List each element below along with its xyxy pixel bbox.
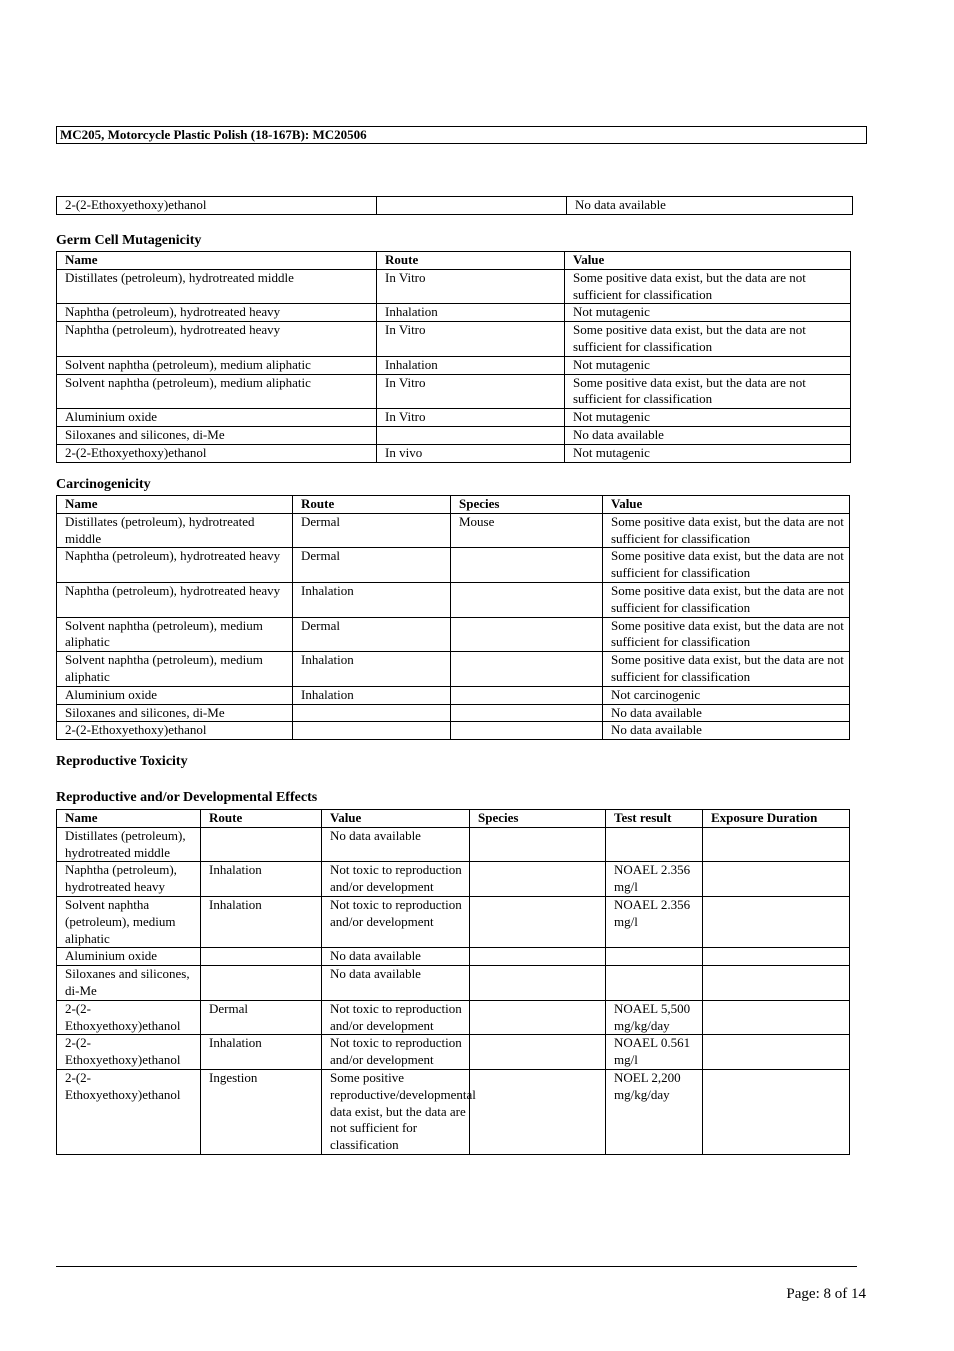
cell-test-result — [606, 827, 703, 862]
cell-name: Naphtha (petroleum), hydrotreated heavy — [57, 304, 377, 322]
header-value: Value — [565, 252, 851, 270]
cell-name: Naphtha (petroleum), hydrotreated heavy — [57, 322, 377, 357]
header-value: Value — [322, 810, 470, 828]
cell-route: Dermal — [293, 617, 451, 652]
table-row — [57, 827, 850, 862]
cell-value: Not toxic to reproduction and/or development — [322, 1035, 470, 1070]
cell-name: Solvent naphtha (petroleum), medium aliphatic — [57, 896, 201, 947]
cell-name: 2-(2-Ethoxyethoxy)ethanol — [57, 444, 377, 462]
cell-route: In vivo — [377, 444, 565, 462]
cell-value: No data available — [603, 722, 850, 740]
page-number: Page: 8 of 14 — [786, 1286, 866, 1302]
cell-exposure-duration — [703, 966, 850, 1001]
table-row — [57, 513, 850, 548]
cell-exposure-duration — [703, 948, 850, 966]
cell-species — [470, 1069, 606, 1154]
cell-value: Some positive reproductive/developmental data exist, but the data are not sufficient for classification — [322, 1069, 470, 1154]
header-species: Species — [470, 810, 606, 828]
table-row — [57, 617, 850, 652]
cell-value: Not carcinogenic — [603, 686, 850, 704]
cell-name: Aluminium oxide — [57, 948, 201, 966]
cell-value: Not mutagenic — [565, 356, 851, 374]
cell-route: In Vitro — [377, 409, 565, 427]
cell-name: 2-(2-Ethoxyethoxy)ethanol — [57, 1069, 201, 1154]
germ-cell-table — [56, 251, 851, 463]
cell-test-result: NOAEL 2.356 mg/l — [606, 862, 703, 897]
continued-table — [56, 196, 853, 215]
table-row — [57, 409, 851, 427]
cell-route — [377, 197, 567, 215]
header-name: Name — [57, 496, 293, 514]
cell-value: Some positive data exist, but the data are not sufficient for classification — [603, 652, 850, 687]
cell-route: Dermal — [293, 513, 451, 548]
cell-species — [470, 896, 606, 947]
cell-value: No data available — [603, 704, 850, 722]
cell-name: Solvent naphtha (petroleum), medium aliphatic — [57, 374, 377, 409]
cell-route — [201, 966, 322, 1001]
cell-species — [470, 966, 606, 1001]
cell-species — [451, 722, 603, 740]
cell-species — [470, 1035, 606, 1070]
cell-species — [470, 862, 606, 897]
cell-test-result: NOAEL 5,500 mg/kg/day — [606, 1000, 703, 1035]
cell-value: No data available — [322, 827, 470, 862]
cell-name: Solvent naphtha (petroleum), medium aliphatic — [57, 356, 377, 374]
cell-value: Not toxic to reproduction and/or development — [322, 1000, 470, 1035]
cell-route: Inhalation — [201, 1035, 322, 1070]
cell-exposure-duration — [703, 1035, 850, 1070]
cell-route: In Vitro — [377, 322, 565, 357]
cell-name: Siloxanes and silicones, di-Me — [57, 966, 201, 1001]
cell-value: Some positive data exist, but the data are not sufficient for classification — [565, 322, 851, 357]
cell-species — [451, 704, 603, 722]
cell-value: Some positive data exist, but the data are not sufficient for classification — [603, 548, 850, 583]
carcinogenicity-title: Carcinogenicity — [56, 477, 151, 492]
cell-route: Inhalation — [377, 304, 565, 322]
cell-route: Inhalation — [201, 862, 322, 897]
header-name: Name — [57, 252, 377, 270]
table-row — [57, 966, 850, 1001]
document-header: MC205, Motorcycle Plastic Polish (18-167B): MC20506 — [56, 126, 867, 144]
cell-value: Not toxic to reproduction and/or development — [322, 862, 470, 897]
cell-exposure-duration — [703, 862, 850, 897]
cell-name: Solvent naphtha (petroleum), medium aliphatic — [57, 617, 293, 652]
table-row — [57, 704, 850, 722]
cell-exposure-duration — [703, 827, 850, 862]
cell-species — [451, 652, 603, 687]
cell-route: Inhalation — [293, 652, 451, 687]
cell-value: Not mutagenic — [565, 409, 851, 427]
cell-name: Siloxanes and silicones, di-Me — [57, 426, 377, 444]
reproductive-title: Reproductive Toxicity — [56, 754, 188, 769]
table-row — [57, 582, 850, 617]
cell-route — [377, 426, 565, 444]
cell-route: Inhalation — [293, 582, 451, 617]
cell-value: No data available — [567, 197, 853, 215]
cell-name: Distillates (petroleum), hydrotreated middle — [57, 269, 377, 304]
table-row — [57, 426, 851, 444]
carcinogenicity-table — [56, 495, 850, 740]
cell-value: Some positive data exist, but the data are not sufficient for classification — [603, 513, 850, 548]
table-row — [57, 1035, 850, 1070]
cell-route: In Vitro — [377, 269, 565, 304]
cell-name: Naphtha (petroleum), hydrotreated heavy — [57, 862, 201, 897]
cell-value: Not mutagenic — [565, 304, 851, 322]
table-row — [57, 374, 851, 409]
cell-species: Mouse — [451, 513, 603, 548]
cell-value: No data available — [322, 948, 470, 966]
table-row — [57, 304, 851, 322]
cell-value: No data available — [565, 426, 851, 444]
footer-divider — [56, 1266, 857, 1267]
cell-route: In Vitro — [377, 374, 565, 409]
cell-test-result: NOEL 2,200 mg/kg/day — [606, 1069, 703, 1154]
cell-value: Some positive data exist, but the data are not sufficient for classification — [603, 617, 850, 652]
reproductive-subtitle: Reproductive and/or Developmental Effects — [56, 790, 318, 805]
table-row — [57, 862, 850, 897]
cell-route — [201, 948, 322, 966]
header-route: Route — [293, 496, 451, 514]
cell-name: 2-(2-Ethoxyethoxy)ethanol — [57, 1035, 201, 1070]
header-value: Value — [603, 496, 850, 514]
table-row — [57, 322, 851, 357]
cell-name: Naphtha (petroleum), hydrotreated heavy — [57, 548, 293, 583]
cell-route: Inhalation — [377, 356, 565, 374]
cell-species — [470, 1000, 606, 1035]
cell-name: Naphtha (petroleum), hydrotreated heavy — [57, 582, 293, 617]
cell-species — [470, 948, 606, 966]
table-row — [57, 722, 850, 740]
cell-route — [293, 722, 451, 740]
cell-name: 2-(2-Ethoxyethoxy)ethanol — [57, 197, 377, 215]
cell-exposure-duration — [703, 896, 850, 947]
table-row — [57, 548, 850, 583]
cell-name: Siloxanes and silicones, di-Me — [57, 704, 293, 722]
reproductive-table — [56, 809, 850, 1155]
cell-route — [293, 704, 451, 722]
cell-name: Aluminium oxide — [57, 409, 377, 427]
table-row — [57, 444, 851, 462]
header-test-result: Test result — [606, 810, 703, 828]
cell-species — [451, 617, 603, 652]
cell-exposure-duration — [703, 1069, 850, 1154]
cell-species — [451, 548, 603, 583]
cell-value: Some positive data exist, but the data are not sufficient for classification — [565, 269, 851, 304]
table-header-row — [57, 810, 850, 828]
cell-species — [451, 686, 603, 704]
table-row — [57, 356, 851, 374]
cell-name: Distillates (petroleum), hydrotreated middle — [57, 827, 201, 862]
cell-exposure-duration — [703, 1000, 850, 1035]
table-row — [57, 1069, 850, 1154]
header-exposure-duration: Exposure Duration — [703, 810, 850, 828]
cell-name: Solvent naphtha (petroleum), medium aliphatic — [57, 652, 293, 687]
cell-name: Distillates (petroleum), hydrotreated middle — [57, 513, 293, 548]
cell-route: Dermal — [293, 548, 451, 583]
cell-species — [451, 582, 603, 617]
cell-test-result: NOAEL 2.356 mg/l — [606, 896, 703, 947]
header-name: Name — [57, 810, 201, 828]
cell-test-result: NOAEL 0.561 mg/l — [606, 1035, 703, 1070]
header-route: Route — [377, 252, 565, 270]
cell-route: Inhalation — [293, 686, 451, 704]
header-route: Route — [201, 810, 322, 828]
header-species: Species — [451, 496, 603, 514]
cell-name: Aluminium oxide — [57, 686, 293, 704]
table-header-row — [57, 496, 850, 514]
cell-name: 2-(2-Ethoxyethoxy)ethanol — [57, 722, 293, 740]
table-row — [57, 1000, 850, 1035]
table-row — [57, 948, 850, 966]
cell-test-result — [606, 948, 703, 966]
cell-value: Some positive data exist, but the data are not sufficient for classification — [565, 374, 851, 409]
table-header-row — [57, 252, 851, 270]
cell-value: Some positive data exist, but the data are not sufficient for classification — [603, 582, 850, 617]
cell-value: Not mutagenic — [565, 444, 851, 462]
cell-route: Dermal — [201, 1000, 322, 1035]
table-row — [57, 686, 850, 704]
cell-route: Inhalation — [201, 896, 322, 947]
germ-cell-title: Germ Cell Mutagenicity — [56, 233, 202, 248]
table-row — [57, 269, 851, 304]
cell-route: Ingestion — [201, 1069, 322, 1154]
cell-test-result — [606, 966, 703, 1001]
table-row — [57, 896, 850, 947]
table-row — [57, 197, 853, 215]
cell-value: Not toxic to reproduction and/or development — [322, 896, 470, 947]
cell-species — [470, 827, 606, 862]
table-row — [57, 652, 850, 687]
cell-value: No data available — [322, 966, 470, 1001]
cell-name: 2-(2-Ethoxyethoxy)ethanol — [57, 1000, 201, 1035]
cell-route — [201, 827, 322, 862]
